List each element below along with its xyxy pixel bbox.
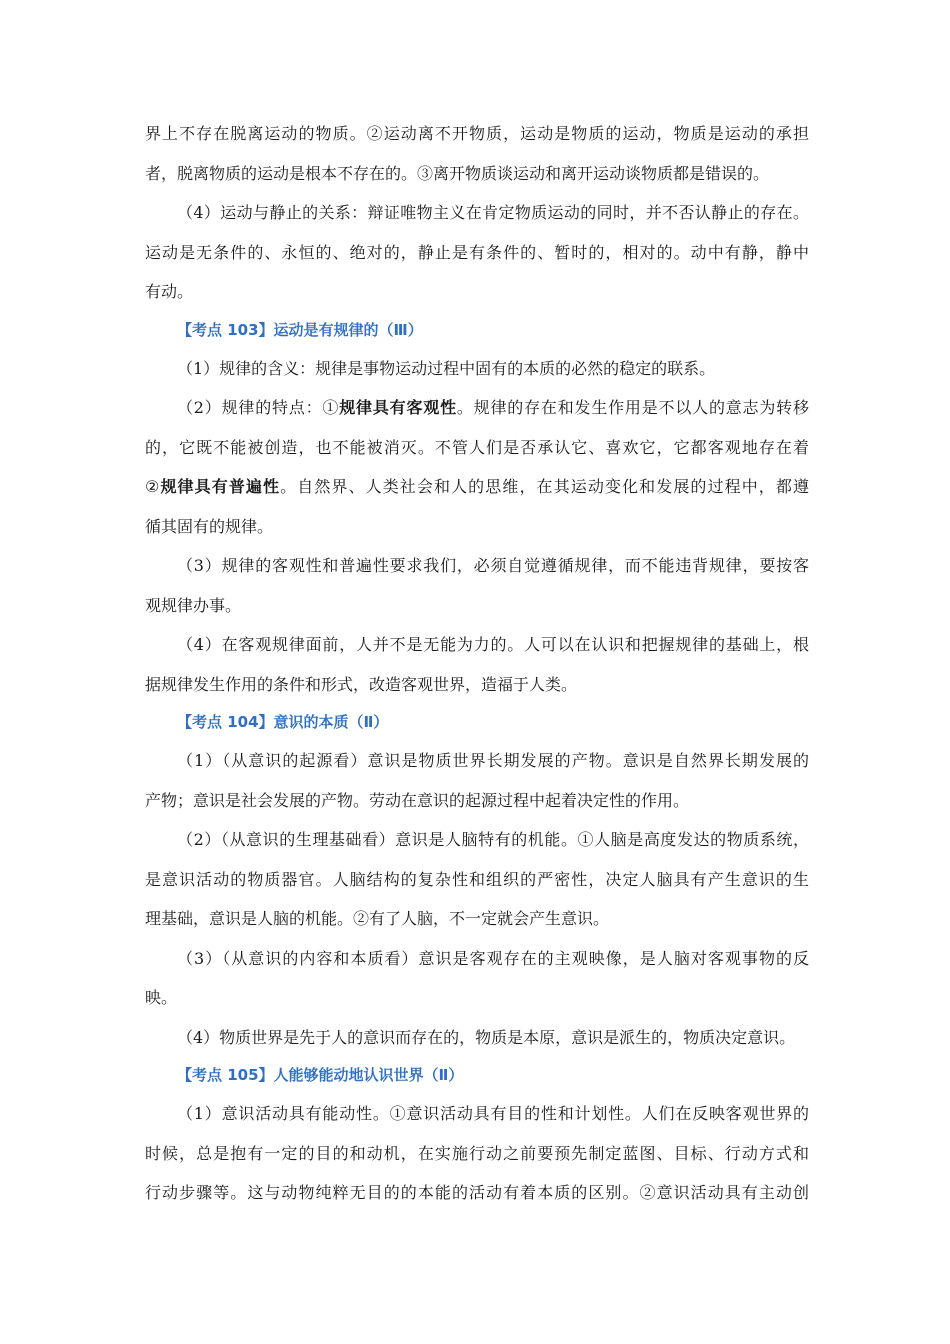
text-line xyxy=(145,467,809,507)
text-line: 理基础，意识是人脑的机能。②有了人脑，不一定就会产生意识。 xyxy=(145,909,610,928)
section-heading: 【考点 104】意识的本质（Ⅱ） xyxy=(177,713,389,731)
section-heading: 【考点 105】人能够能动地认识世界（Ⅱ） xyxy=(177,1066,464,1084)
text-run: 。自然界、人类社会和人的思维，在其运动变化和发展的过程中，都遵 xyxy=(280,477,809,496)
text-line: （1）意识活动具有能动性。①意识活动具有目的性和计划性。人们在反映客观世界的 xyxy=(177,1104,809,1123)
text-run: 。规律的存在和发生作用是不以人的意志为转移 xyxy=(456,398,809,417)
paragraph xyxy=(145,939,809,1018)
text-line: 据规律发生作用的条件和形式，改造客观世界，造福于人类。 xyxy=(145,674,578,694)
paragraph xyxy=(145,625,809,704)
text-line xyxy=(145,388,809,428)
paragraph xyxy=(145,1018,809,1058)
paragraph xyxy=(145,349,809,389)
section-heading: 【考点 103】运动是有规律的（Ⅲ） xyxy=(177,320,423,339)
text-line: 是意识活动的物质器官。人脑结构的复杂性和组织的严密性，决定人脑具有产生意识的生 xyxy=(145,869,809,889)
text-line: 观规律办事。 xyxy=(145,595,242,615)
text-line: （4）运动与静止的关系：辩证唯物主义在肯定物质运动的同时，并不否认静止的存在。 xyxy=(177,203,809,222)
text-line: （1）规律的含义：规律是事物运动过程中固有的本质的必然的稳定的联系。 xyxy=(177,358,716,378)
paragraph xyxy=(145,388,809,546)
paragraph xyxy=(145,114,809,193)
paragraph xyxy=(145,820,809,939)
paragraph xyxy=(145,1094,809,1213)
text-line: 的，它既不能被创造，也不能被消灭。不管人们是否承认它、喜欢它，它都客观地存在着 xyxy=(145,437,809,457)
text-line: 时候，总是抱有一定的目的和动机，在实施行动之前要预先制定蓝图、目标、行动方式和 xyxy=(145,1143,809,1163)
document-page xyxy=(145,114,809,1213)
bold-term: 规律具有客观性 xyxy=(339,398,457,417)
text-line: 映。 xyxy=(145,988,178,1007)
bold-term: 规律具有普遍性 xyxy=(160,477,281,496)
text-line: （2）（从意识的生理基础看）意识是人脑特有的机能。①人脑是高度发达的物质系统， xyxy=(177,830,809,849)
text-line: （3）（从意识的内容和本质看）意识是客观存在的主观映像，是人脑对客观事物的反 xyxy=(177,948,809,968)
text-line: （4）物质世界是先于人的意识而存在的，物质是本原，意识是派生的，物质决定意识。 xyxy=(177,1027,796,1047)
text-line: （3）规律的客观性和普遍性要求我们，必须自觉遵循规律，而不能违背规律，要按客 xyxy=(177,556,809,575)
text-line: 者，脱离物质的运动是根本不存在的。③离开物质谈运动和离开运动谈物质都是错误的。 xyxy=(145,163,770,183)
text-line: 行动步骤等。这与动物纯粹无目的的本能的活动有着本质的区别。②意识活动具有主动创 xyxy=(145,1183,809,1202)
text-line: 运动是无条件的、永恒的、绝对的，静止是有条件的、暂时的，相对的。动中有静，静中 xyxy=(145,242,809,262)
text-line: 有动。 xyxy=(145,282,194,301)
text-line: 界上不存在脱离运动的物质。②运动离不开物质，运动是物质的运动，物质是运动的承担 xyxy=(145,124,809,143)
text-line: （4）在客观规律面前，人并不是无能为力的。人可以在认识和把握规律的基础上，根 xyxy=(177,635,809,654)
text-line: （1）（从意识的起源看）意识是物质世界长期发展的产物。意识是自然界长期发展的 xyxy=(177,751,809,770)
text-run: （2）规律的特点：① xyxy=(177,398,340,417)
paragraph xyxy=(145,546,809,625)
paragraph xyxy=(145,741,809,820)
text-run: ② xyxy=(145,477,161,496)
text-line: 产物；意识是社会发展的产物。劳动在意识的起源过程中起着决定性的作用。 xyxy=(145,790,690,810)
paragraph xyxy=(145,193,809,312)
text-line: 循其固有的规律。 xyxy=(145,516,274,536)
